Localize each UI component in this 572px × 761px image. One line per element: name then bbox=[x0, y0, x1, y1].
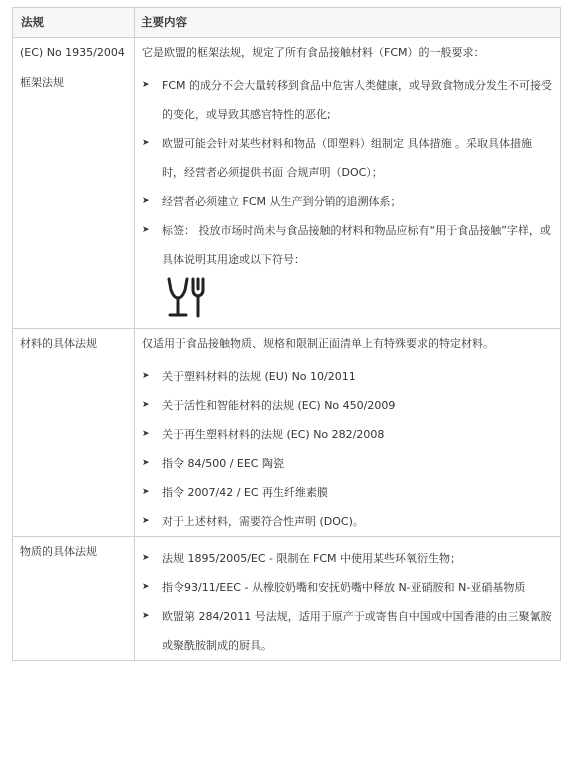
law-cell bbox=[13, 38, 135, 329]
list-item: ➤ 经营者必须建立 FCM 从生产到分销的追溯体系； bbox=[142, 187, 552, 216]
law-cell bbox=[13, 537, 135, 661]
arrowhead-bullet-icon: ➤ bbox=[142, 138, 150, 148]
table-row bbox=[13, 537, 561, 661]
content-cell bbox=[135, 537, 561, 661]
arrowhead-bullet-icon: ➤ bbox=[142, 611, 150, 621]
law-name: 物质的具体法规 bbox=[20, 545, 97, 558]
header-row bbox=[13, 8, 561, 38]
lead-text: 它是欧盟的框架法规，规定了所有食品接触材料（FCM）的一般要求： bbox=[142, 46, 485, 59]
list-item: ➤ 指令 2007/42 / EC 再生纤维素膜 bbox=[142, 478, 552, 507]
list-item: ➤ 指令93/11/EEC - 从橡胶奶嘴和安抚奶嘴中释放 N-亚硝胺和 N-亚硝基物质 bbox=[142, 573, 552, 602]
table-row bbox=[13, 38, 561, 329]
list-item: ➤ 关于活性和智能材料的法规 (EC) No 450/2009 bbox=[142, 391, 552, 420]
arrowhead-bullet-icon: ➤ bbox=[142, 458, 150, 468]
arrowhead-bullet-icon: ➤ bbox=[142, 371, 150, 381]
arrowhead-bullet-icon: ➤ bbox=[142, 582, 150, 592]
content-cell bbox=[135, 329, 561, 537]
header-content: 主要内容 bbox=[135, 8, 561, 38]
list-item: ➤ 指令 84/500 / EEC 陶瓷 bbox=[142, 449, 552, 478]
arrowhead-bullet-icon: ➤ bbox=[142, 429, 150, 439]
list-item: ➤ FCM 的成分不会大量转移到食品中危害人类健康，或导致食物成分发生不可接受的变化，或导致其感官特性的恶化; bbox=[142, 71, 552, 129]
regulation-table bbox=[12, 7, 561, 661]
list-item: ➤ 法规 1895/2005/EC - 限制在 FCM 中使用某些环氧衍生物； bbox=[142, 544, 552, 573]
arrowhead-bullet-icon: ➤ bbox=[142, 225, 150, 235]
content-cell bbox=[135, 38, 561, 329]
table-row bbox=[13, 329, 561, 537]
arrowhead-bullet-icon: ➤ bbox=[142, 516, 150, 526]
glass-and-fork-symbol-icon bbox=[166, 276, 208, 320]
arrowhead-bullet-icon: ➤ bbox=[142, 196, 150, 206]
list-item: ➤ 欧盟可能会针对某些材料和物品（即塑料）组制定 具体措施 。采取具体措施时，经营者必须提供书面 合规声明（DOC）； bbox=[142, 129, 552, 187]
header-law: 法规 bbox=[13, 8, 135, 38]
arrowhead-bullet-icon: ➤ bbox=[142, 487, 150, 497]
list-item: ➤ 对于上述材料，需要符合性声明 (DOC)。 bbox=[142, 507, 552, 536]
lead-text: 仅适用于食品接触物质、规格和限制正面清单上有特殊要求的特定材料。 bbox=[142, 337, 494, 350]
list-item: ➤ 欧盟第 284/2011 号法规，适用于原产于或寄售自中国或中国香港的由三聚氰胺或聚酰胺制成的厨具。 bbox=[142, 602, 552, 660]
list-item: ➤ 标签： 投放市场时尚未与食品接触的材料和物品应标有“用于食品接触”字样，或具体说明其用途或以下符号： bbox=[142, 216, 552, 274]
arrowhead-bullet-icon: ➤ bbox=[142, 553, 150, 563]
law-name: 材料的具体法规 bbox=[20, 337, 97, 350]
arrowhead-bullet-icon: ➤ bbox=[142, 80, 150, 90]
list-item: ➤ 关于再生塑料材料的法规 (EC) No 282/2008 bbox=[142, 420, 552, 449]
arrowhead-bullet-icon: ➤ bbox=[142, 400, 150, 410]
law-name: (EC) No 1935/2004 bbox=[20, 46, 125, 59]
list-item: ➤ 关于塑料材料的法规 (EU) No 10/2011 bbox=[142, 362, 552, 391]
food-contact-symbol bbox=[142, 274, 552, 328]
law-type: 框架法规 bbox=[20, 76, 64, 89]
law-cell bbox=[13, 329, 135, 537]
